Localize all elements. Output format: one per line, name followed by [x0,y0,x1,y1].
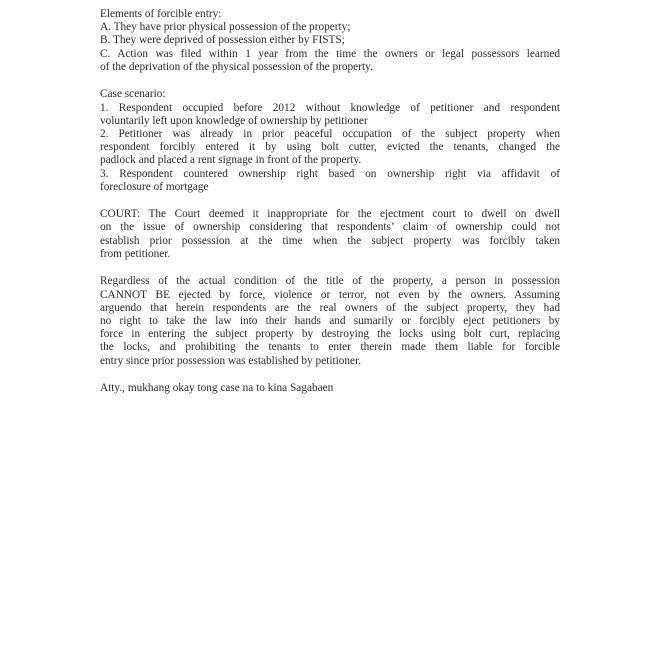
paragraph-gap [100,74,560,88]
scenario-line: voluntarily left upon knowledge of ownership by petitioner [100,114,368,127]
regardless-paragraph [100,275,560,367]
paragraph-gap [100,261,560,275]
element-item-a: A. They have prior physical possession of the property; [100,21,351,34]
scenario-line: foreclosure of mortgage [100,180,209,193]
paragraph-gap [100,368,560,382]
element-item-c-cont: of the deprivation of the physical possession of the property. [100,60,373,73]
element-item-b: B. They were deprived of possession either by FISTS; [100,34,345,47]
regardless-line: force in entering the subject property by destroying the locks using bolt curt, replacing [100,328,560,341]
regardless-line: arguendo that herein respondents are the real owners of the subject property, they had [100,301,560,314]
scenario-line: respondent forcibly entered it by using bolt cutter, evicted the tenants, changed the [100,141,560,154]
element-item-c: C. Action was filed within 1 year from the time the owners or legal possessors learned [100,47,560,60]
court-paragraph [100,208,560,261]
regardless-line: the locks, and prohibiting the tenants to enter therein made them liable for forcible [100,341,560,354]
regardless-line: CANNOT BE ejected by force, violence or terror, not even by the owners. Assuming [100,288,560,301]
elements-heading: Elements of forcible entry: [100,8,222,20]
court-line: COURT: The Court deemed it inappropriate for the ejectment court to dwell on dwell [100,208,560,221]
scenario-heading: Case scenario: [100,88,166,101]
scenario-line: padlock and placed a rent signage in front of the property. [100,154,362,167]
paragraph-gap [100,194,560,208]
elements-section [100,8,560,74]
scenario-line: 2. Petitioner was already in prior peaceful occupation of the subject property when [100,127,560,140]
regardless-line: entry since prior possession was established by petitioner. [100,354,362,367]
closing-note: Atty., mukhang okay tong case na to kina Sagabaen [100,382,334,395]
document-page [100,8,560,395]
court-line: on the issue of ownership considering that respondents’ claim of ownership could not [100,221,560,234]
court-line: from petitioner. [100,247,171,260]
case-scenario-section [100,88,560,194]
regardless-line: Regardless of the actual condition of the title of the property, a person in possession [100,275,560,288]
regardless-line: no right to take the law into their hands and sumarily or forcibly eject petitioners by [100,314,560,327]
scenario-line: 3. Respondent countered ownership right based on ownership right via affidavit of [100,167,560,180]
court-line: establish prior possession at the time when the subject property was forcibly taken [100,234,560,247]
scenario-line: 1. Respondent occupied before 2012 without knowledge of petitioner and respondent [100,101,560,114]
